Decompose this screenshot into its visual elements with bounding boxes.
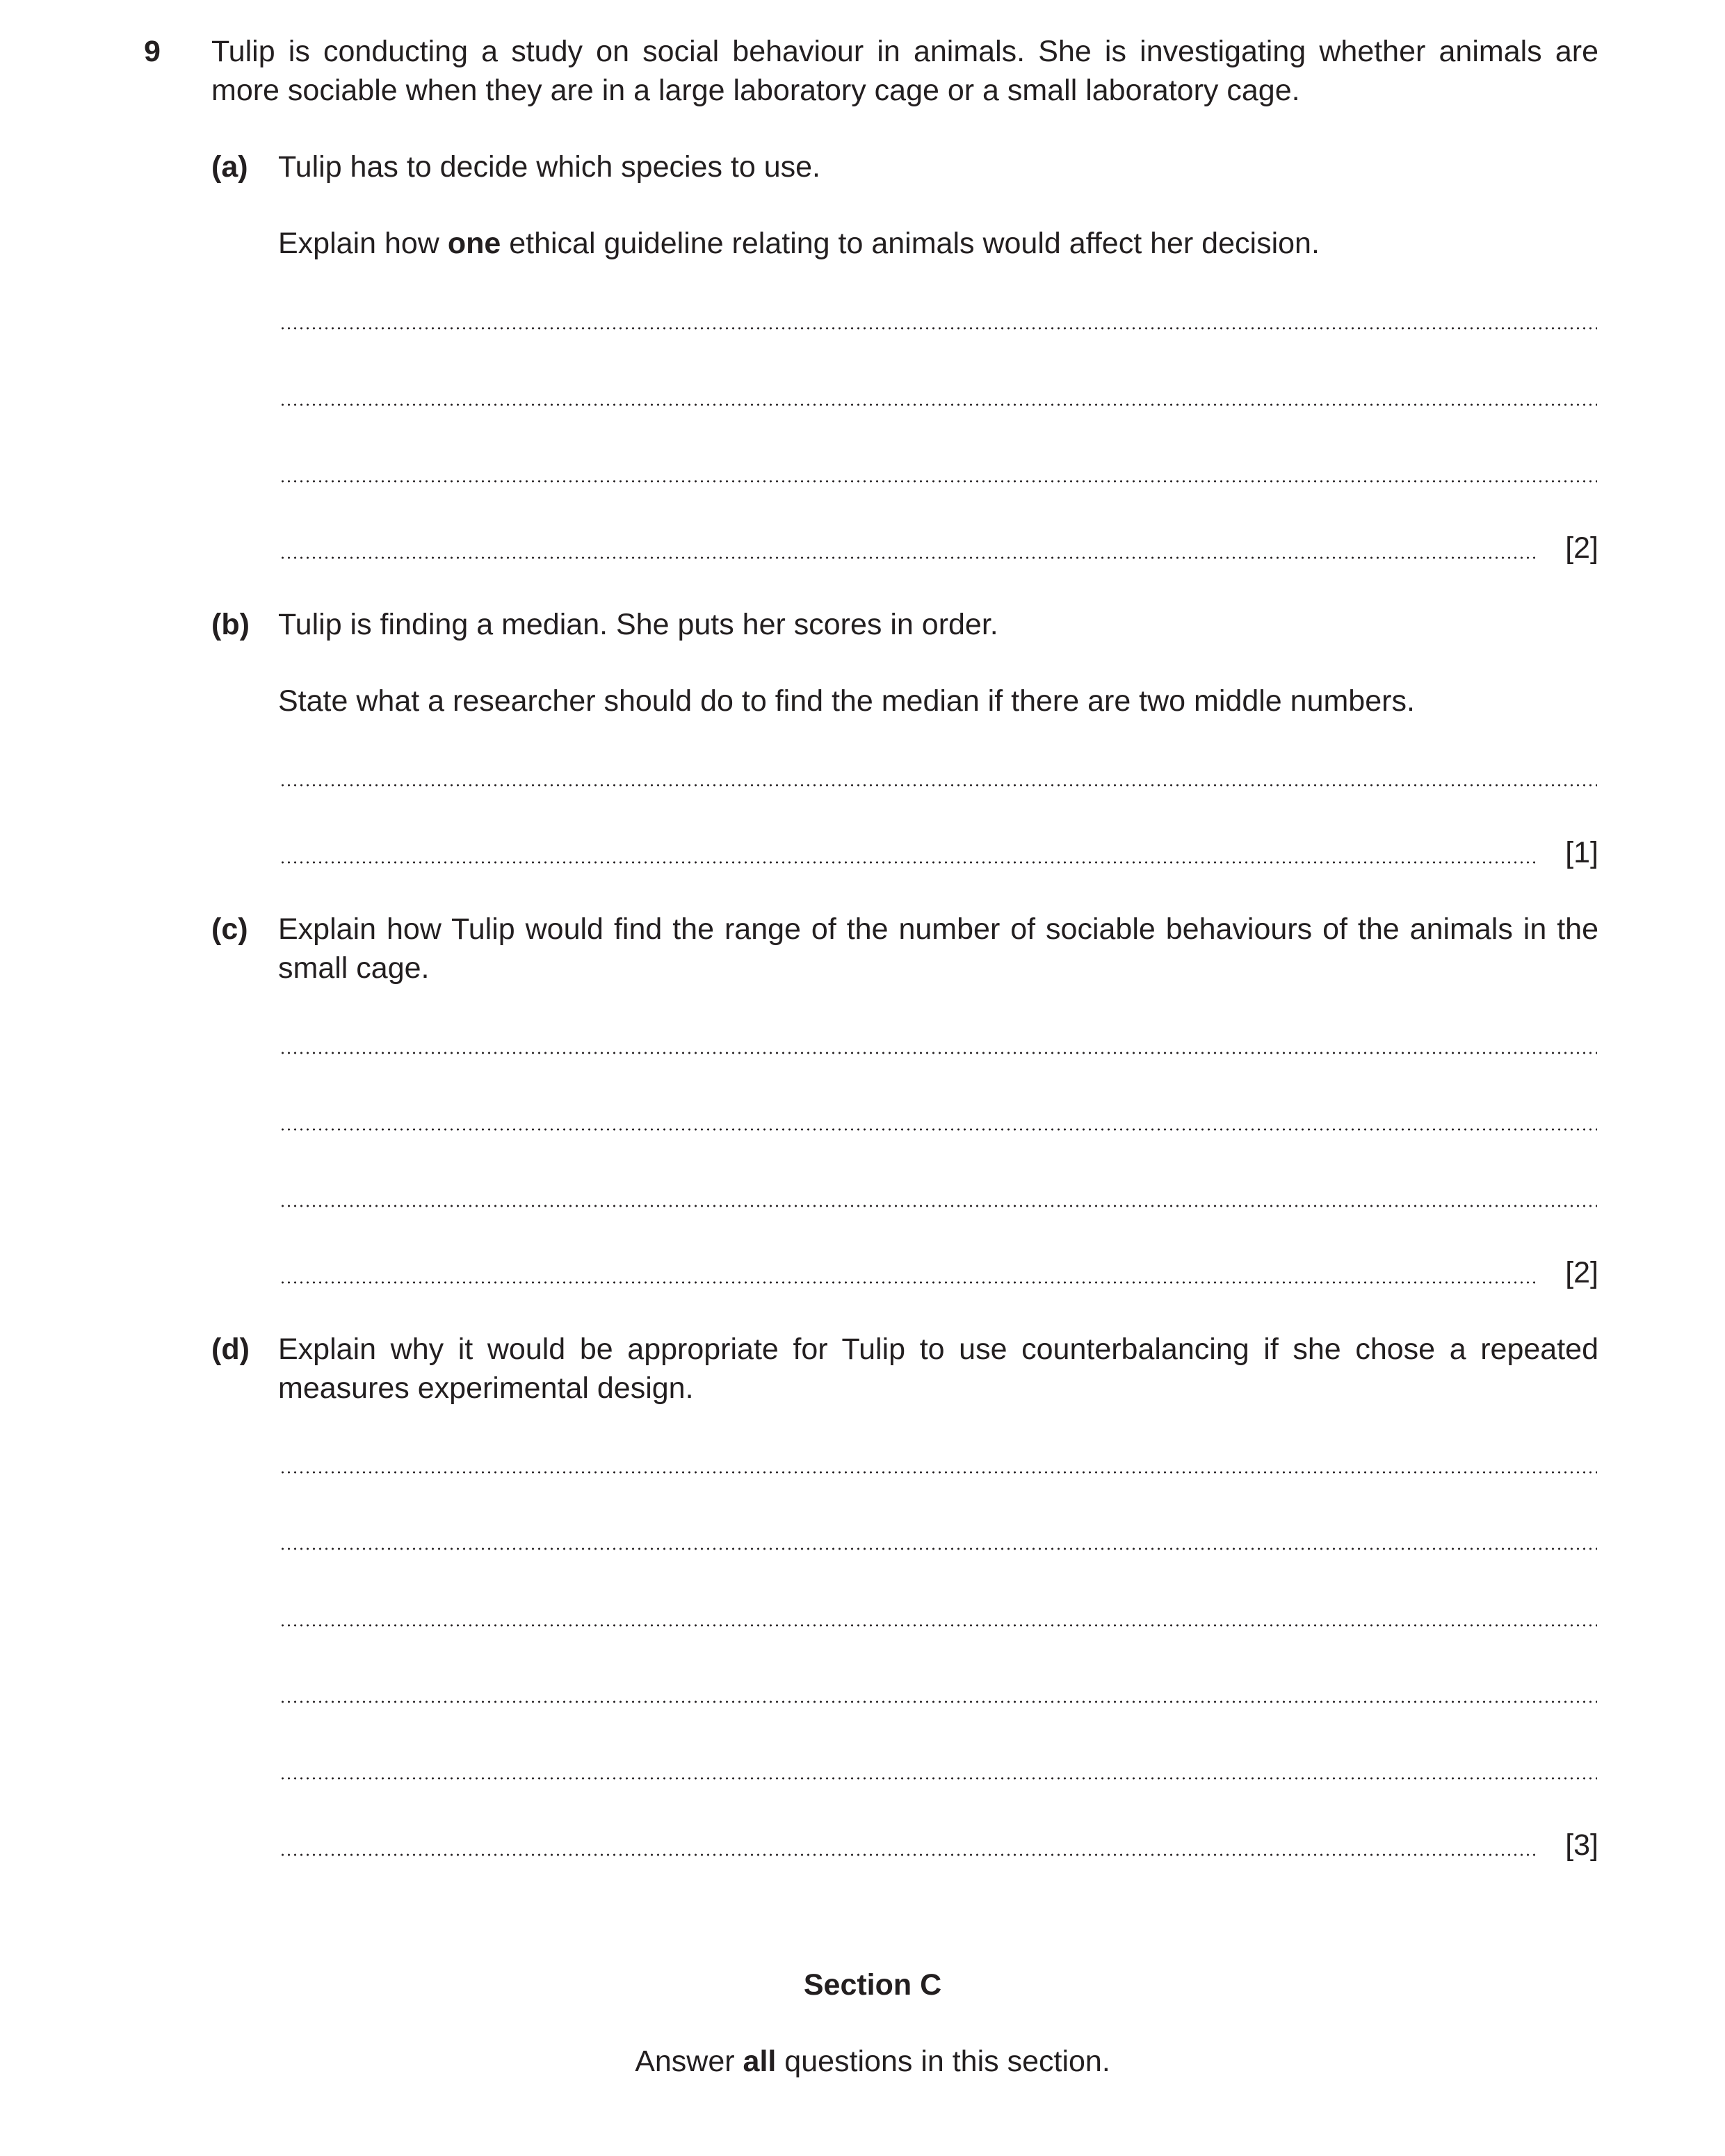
part-b-text: Tulip is finding a median. She puts her scores in order. (278, 608, 998, 641)
question-number: 9 (144, 35, 161, 68)
part-c-marks: [2] (1565, 1256, 1598, 1289)
part-c-answer-line-2[interactable] (280, 1128, 1597, 1131)
part-b-answer-line-1[interactable] (280, 784, 1597, 787)
part-d-answer-line-4[interactable] (280, 1700, 1597, 1703)
part-c-answer-line-3[interactable] (280, 1205, 1597, 1207)
part-c-answer-line-4[interactable] (280, 1281, 1538, 1284)
part-d-label: (d) (211, 1333, 250, 1366)
part-a-emphasis: one (447, 227, 501, 260)
section-title: Section C (803, 1968, 942, 2002)
part-a-answer-line-2[interactable] (280, 403, 1597, 406)
part-d-answer-line-3[interactable] (280, 1624, 1597, 1627)
part-b-instruction: State what a researcher should do to find the median if there are two middle numbers. (278, 684, 1415, 718)
part-c-label: (c) (211, 912, 248, 946)
part-d-text: Explain why it would be appropriate for Tulip to use counterbalancing if she chose a repeated measures experimental design. (278, 1333, 1598, 1405)
part-d-answer-line-6[interactable] (280, 1853, 1538, 1856)
part-d-answer-line-2[interactable] (280, 1547, 1597, 1550)
part-a-answer-line-1[interactable] (280, 327, 1597, 330)
part-a-label: (a) (211, 150, 248, 184)
section-instruction: Answer all questions in this section. (635, 2045, 1110, 2078)
part-b-label: (b) (211, 608, 250, 641)
part-c-answer-line-1[interactable] (280, 1052, 1597, 1054)
part-d-answer-line-1[interactable] (280, 1471, 1597, 1474)
part-b-answer-line-2[interactable] (280, 861, 1538, 864)
part-a-text: Tulip has to decide which species to use. (278, 150, 821, 184)
part-a-answer-line-4[interactable] (280, 556, 1538, 559)
part-a-marks: [2] (1565, 531, 1598, 565)
section-emphasis: all (743, 2045, 777, 2078)
part-b-marks: [1] (1565, 836, 1598, 869)
part-d-marks: [3] (1565, 1828, 1598, 1862)
part-d-answer-line-5[interactable] (280, 1777, 1597, 1780)
part-a-answer-line-3[interactable] (280, 480, 1597, 483)
part-c-text: Explain how Tulip would find the range of the number of sociable behaviours of the animals in the small cage. (278, 912, 1598, 985)
part-a-instruction: Explain how one ethical guideline relating to animals would affect her decision. (278, 227, 1320, 260)
question-stem: Tulip is conducting a study on social behaviour in animals. She is investigating whether animals are more sociable when they are in a large laboratory cage or a small laboratory cage. (211, 35, 1598, 107)
